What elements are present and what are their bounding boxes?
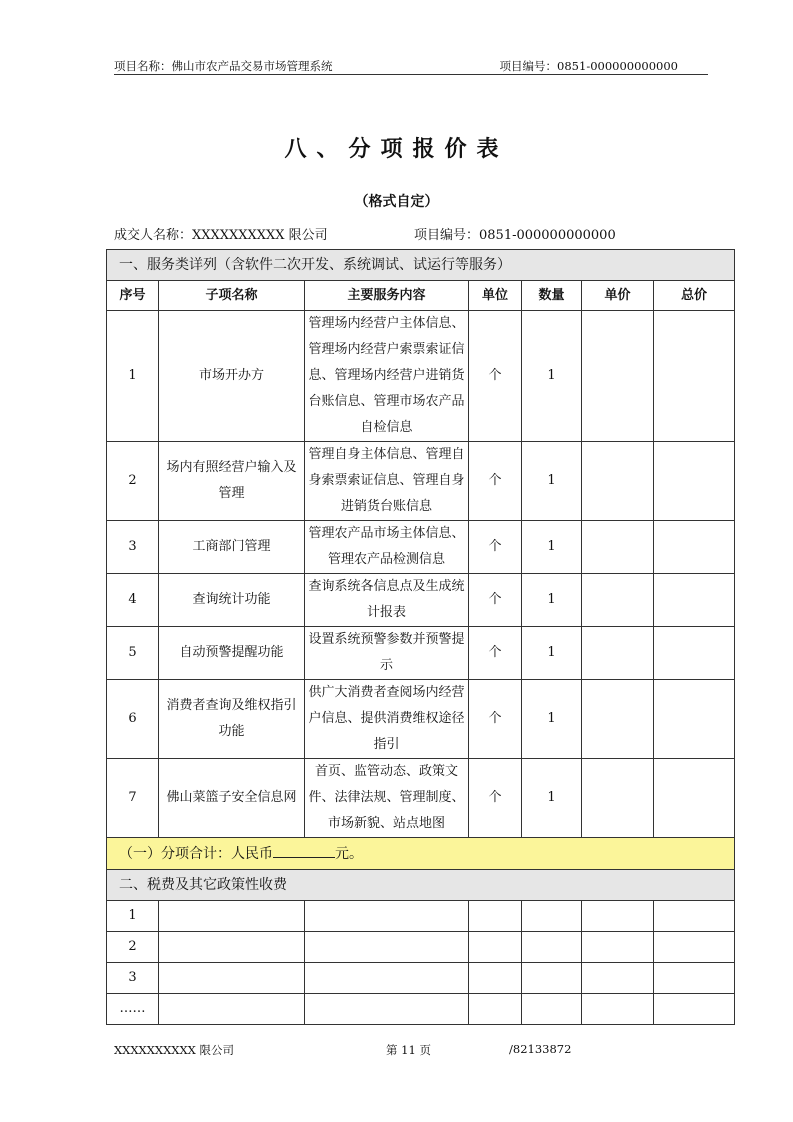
- cell-total: [654, 627, 735, 680]
- subtotal-row: [107, 838, 735, 870]
- cell-qty: 1: [522, 627, 582, 680]
- quote-table: [106, 249, 735, 1025]
- page-subtitle: （格式自定）: [354, 194, 439, 210]
- empty-cell: [582, 963, 654, 994]
- empty-cell: [654, 932, 735, 963]
- subtotal-label: （一）分项合计：人民币: [119, 845, 273, 862]
- vendor-name: 成交人名称：XXXXXXXXXX 限公司: [114, 228, 328, 243]
- cell-price: [582, 680, 654, 759]
- cell-no: ……: [107, 994, 159, 1025]
- header-project-number: 项目编号：0851-000000000000: [499, 59, 678, 73]
- cell-qty: 1: [522, 311, 582, 442]
- cell-unit: 个: [469, 442, 522, 521]
- table-row: [107, 680, 735, 759]
- header-unit: 单位: [469, 281, 522, 311]
- empty-cell: [582, 932, 654, 963]
- page-header: [114, 56, 708, 75]
- cell-no: 1: [107, 311, 159, 442]
- table-row: [107, 311, 735, 442]
- empty-cell: [305, 932, 469, 963]
- cell-name: 查询统计功能: [159, 574, 305, 627]
- empty-cell: [654, 901, 735, 932]
- cell-total: [654, 521, 735, 574]
- cell-unit: 个: [469, 627, 522, 680]
- cell-qty: 1: [522, 442, 582, 521]
- empty-cell: [159, 994, 305, 1025]
- cell-unit: 个: [469, 574, 522, 627]
- cell-price: [582, 759, 654, 838]
- cell-unit: 个: [469, 521, 522, 574]
- header-no: 序号: [107, 281, 159, 311]
- empty-cell: [305, 901, 469, 932]
- empty-cell: [582, 994, 654, 1025]
- subtotal-cell: [107, 838, 735, 870]
- cell-total: [654, 311, 735, 442]
- cell-total: [654, 680, 735, 759]
- section-title-services: 一、服务类详列（含软件二次开发、系统调试、试运行等服务）: [107, 250, 735, 281]
- cell-price: [582, 521, 654, 574]
- empty-cell: [469, 901, 522, 932]
- table-row: [107, 574, 735, 627]
- subtotal-unit: 元。: [335, 845, 363, 862]
- table-row: [107, 442, 735, 521]
- header-qty: 数量: [522, 281, 582, 311]
- cell-name: 场内有照经营户输入及管理: [159, 442, 305, 521]
- cell-no: 7: [107, 759, 159, 838]
- cell-unit: 个: [469, 680, 522, 759]
- cell-no: 3: [107, 963, 159, 994]
- header-total: 总价: [654, 281, 735, 311]
- page-title: 八、分项报价表: [284, 136, 509, 162]
- cell-no: 6: [107, 680, 159, 759]
- cell-price: [582, 574, 654, 627]
- cell-total: [654, 574, 735, 627]
- table-row: [107, 994, 735, 1025]
- empty-cell: [654, 994, 735, 1025]
- empty-cell: [522, 994, 582, 1025]
- cell-price: [582, 627, 654, 680]
- cell-total: [654, 759, 735, 838]
- empty-cell: [305, 963, 469, 994]
- cell-content: 管理自身主体信息、管理自身索票索证信息、管理自身进销货台账信息: [305, 442, 469, 521]
- table-row: [107, 932, 735, 963]
- empty-cell: [305, 994, 469, 1025]
- cell-no: 5: [107, 627, 159, 680]
- cell-no: 2: [107, 932, 159, 963]
- table-row: [107, 521, 735, 574]
- cell-no: 1: [107, 901, 159, 932]
- cell-name: 工商部门管理: [159, 521, 305, 574]
- empty-cell: [159, 963, 305, 994]
- empty-cell: [522, 901, 582, 932]
- cell-qty: 1: [522, 574, 582, 627]
- cell-content: 管理场内经营户主体信息、管理场内经营户索票索证信息、管理场内经营户进销货台账信息、管理市场农产品自检信息: [305, 311, 469, 442]
- cell-content: 查询系统各信息点及生成统计报表: [305, 574, 469, 627]
- footer-page-number: 第 11 页: [386, 1043, 431, 1057]
- cell-qty: 1: [522, 759, 582, 838]
- cell-unit: 个: [469, 311, 522, 442]
- empty-cell: [582, 901, 654, 932]
- empty-cell: [522, 932, 582, 963]
- meta-project-number: 项目编号：0851-000000000000: [414, 228, 616, 243]
- cell-content: 首页、监管动态、政策文件、法律法规、管理制度、市场新貌、站点地图: [305, 759, 469, 838]
- table-row: [107, 759, 735, 838]
- empty-cell: [522, 963, 582, 994]
- cell-name: 消费者查询及维权指引功能: [159, 680, 305, 759]
- empty-cell: [469, 994, 522, 1025]
- header-price: 单价: [582, 281, 654, 311]
- table-header-row: [107, 281, 735, 311]
- cell-no: 2: [107, 442, 159, 521]
- empty-cell: [159, 901, 305, 932]
- cell-total: [654, 442, 735, 521]
- quote-table-body: [107, 250, 735, 1025]
- cell-qty: 1: [522, 680, 582, 759]
- cell-content: 设置系统预警参数并预警提示: [305, 627, 469, 680]
- section-title-taxes: 二、税费及其它政策性收费: [107, 870, 735, 901]
- cell-name: 市场开办方: [159, 311, 305, 442]
- footer-phone: /82133872: [509, 1042, 572, 1056]
- table-row: [107, 627, 735, 680]
- empty-cell: [159, 932, 305, 963]
- empty-cell: [469, 932, 522, 963]
- header-content: 主要服务内容: [305, 281, 469, 311]
- empty-cell: [469, 963, 522, 994]
- cell-price: [582, 311, 654, 442]
- cell-name: 自动预警提醒功能: [159, 627, 305, 680]
- cell-content: 管理农产品市场主体信息、管理农产品检测信息: [305, 521, 469, 574]
- cell-content: 供广大消费者查阅场内经营户信息、提供消费维权途径指引: [305, 680, 469, 759]
- cell-no: 4: [107, 574, 159, 627]
- header-project-name: 项目名称：佛山市农产品交易市场管理系统: [114, 59, 333, 73]
- empty-cell: [654, 963, 735, 994]
- footer-company: XXXXXXXXXX 限公司: [114, 1043, 235, 1057]
- cell-name: 佛山菜篮子安全信息网: [159, 759, 305, 838]
- section-row-taxes: [107, 870, 735, 901]
- subtotal-amount-blank: [273, 843, 335, 858]
- header-name: 子项名称: [159, 281, 305, 311]
- section-row-services: [107, 250, 735, 281]
- cell-unit: 个: [469, 759, 522, 838]
- cell-qty: 1: [522, 521, 582, 574]
- cell-price: [582, 442, 654, 521]
- cell-no: 3: [107, 521, 159, 574]
- table-row: [107, 901, 735, 932]
- table-row: [107, 963, 735, 994]
